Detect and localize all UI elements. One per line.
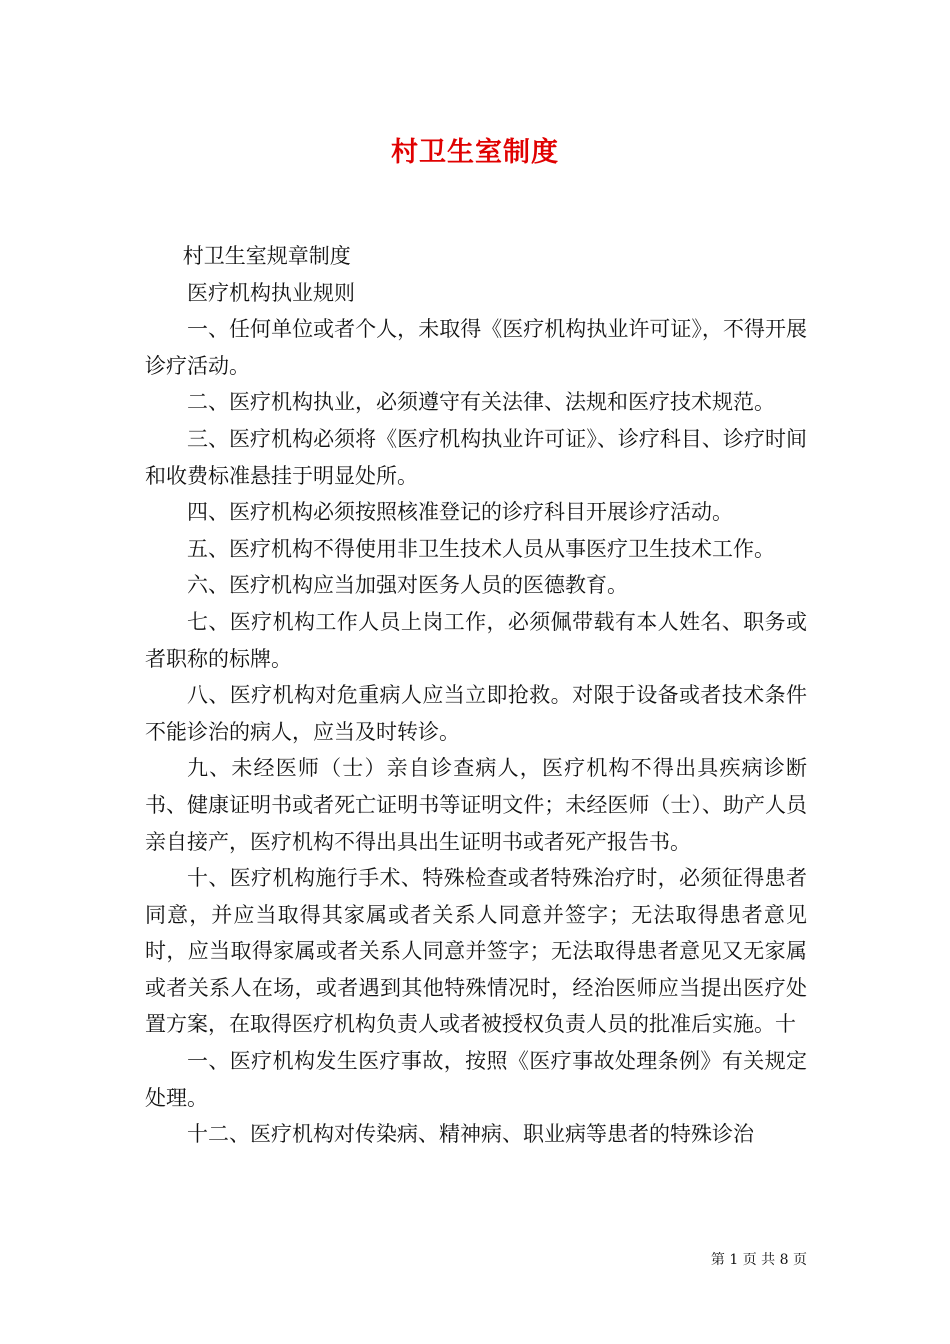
paragraph-rule-11: 一、医疗机构发生医疗事故，按照《医疗事故处理条例》有关规定处理。 [145,1049,807,1110]
paragraph-rule-4: 四、医疗机构必须按照核准登记的诊疗科目开展诊疗活动。 [187,500,733,525]
paragraph-subheading: 医疗机构执业规则 [187,280,355,305]
paragraph-rule-9: 九、未经医师（士）亲自诊查病人，医疗机构不得出具疾病诊断书、健康证明书或者死亡证明书等证明文件；未经医师（士）、助产人员亲自接产，医疗机构不得出具出生证明书或者死产报告书。 [145,756,807,854]
paragraph-rule-10: 十、医疗机构施行手术、特殊检查或者特殊治疗时，必须征得患者同意，并应当取得其家属或者关系人同意并签字；无法取得患者意见时，应当取得家属或者关系人同意并签字；无法取得患者意见又无家属或者关系人在场，或者遇到其他特殊情况时，经治医师应当提出医疗处置方案，在取得医疗机构负责人或者被授权负责人员的批准后实施。十 [145,866,807,1037]
paragraph-rule-8: 八、医疗机构对危重病人应当立即抢救。对限于设备或者技术条件不能诊治的病人，应当及时转诊。 [145,683,807,744]
document-title: 村卫生室制度 [391,137,559,168]
paragraph-heading: 村卫生室规章制度 [182,244,351,268]
paragraph-rule-2: 二、医疗机构执业，必须遵守有关法律、法规和医疗技术规范。 [187,390,775,415]
paragraph-rule-1: 一、任何单位或者个人，未取得《医疗机构执业许可证》，不得开展诊疗活动。 [145,317,807,378]
paragraph-rule-5: 五、医疗机构不得使用非卫生技术人员从事医疗卫生技术工作。 [187,536,775,561]
paragraph-rule-12: 十二、医疗机构对传染病、精神病、职业病等患者的特殊诊治 [187,1122,754,1147]
paragraph-rule-7: 七、医疗机构工作人员上岗工作，必须佩带载有本人姓名、职务或者职称的标牌。 [145,609,807,671]
paragraph-rule-6: 六、医疗机构应当加强对医务人员的医德教育。 [187,573,628,598]
page-number-footer: 第 1 页 共 8 页 [710,1252,807,1268]
paragraph-rule-3: 三、医疗机构必须将《医疗机构执业许可证》、诊疗科目、诊疗时间和收费标准悬挂于明显处所。 [145,426,807,488]
document-body [145,238,807,1153]
